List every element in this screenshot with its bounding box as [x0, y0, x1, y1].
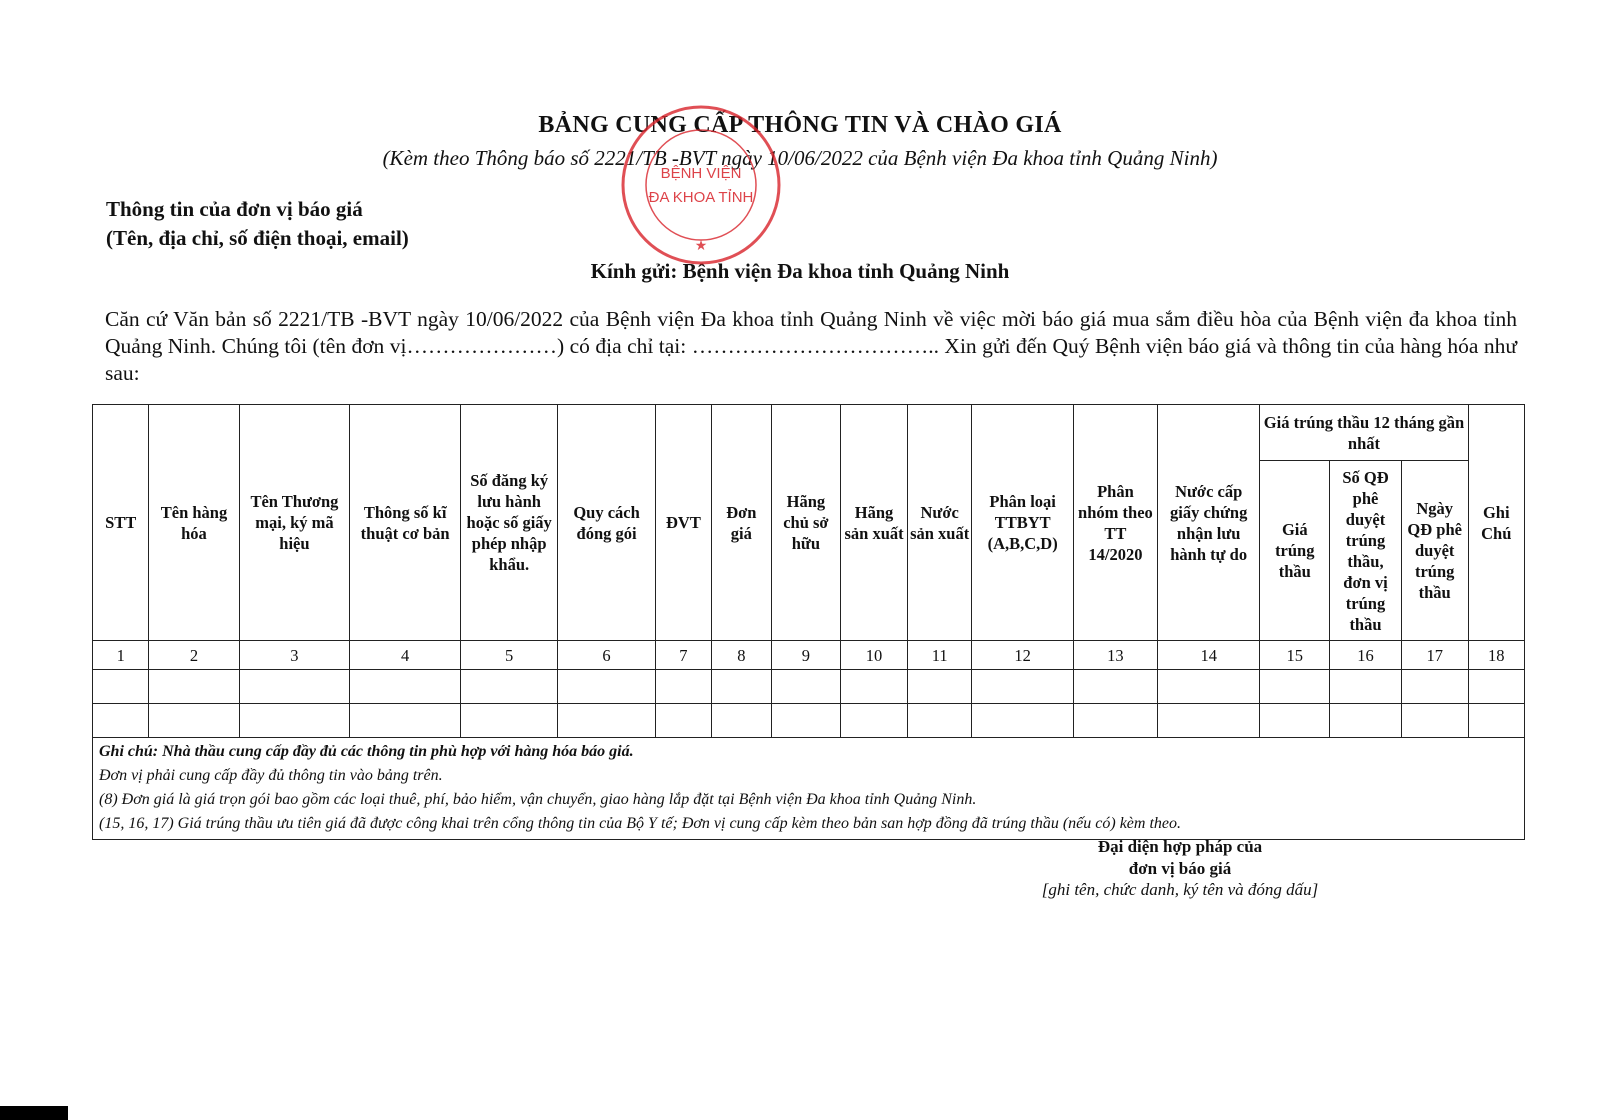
signature-line: Đại diện hợp pháp của [1097, 837, 1263, 856]
table-cell[interactable] [907, 670, 972, 704]
table-cell[interactable] [771, 704, 841, 738]
signature-instruction: [ghi tên, chức danh, ký tên và đóng dấu] [1041, 880, 1319, 899]
column-number: 15 [1260, 641, 1330, 670]
table-cell[interactable] [350, 704, 461, 738]
table-cell[interactable] [1401, 704, 1468, 738]
header-so-dang-ky: Số đăng ký lưu hành hoặc số giấy phép nhập khẩu. [460, 405, 557, 641]
column-number: 1 [93, 641, 149, 670]
table-cell[interactable] [1157, 704, 1260, 738]
column-number: 17 [1401, 641, 1468, 670]
column-number: 2 [149, 641, 239, 670]
note-line: Đơn vị phải cung cấp đầy đủ thông tin vào bảng trên. [99, 767, 443, 784]
column-number: 4 [350, 641, 461, 670]
notes-cell [93, 738, 1525, 840]
table-cell[interactable] [841, 704, 908, 738]
table-cell[interactable] [1468, 670, 1524, 704]
header-stt: STT [93, 405, 149, 641]
header-hang-chu-so-huu: Hãng chủ sở hữu [771, 405, 841, 641]
table-cell[interactable] [907, 704, 972, 738]
header-ghi-chu: Ghi Chú [1468, 405, 1524, 641]
table-row [93, 704, 1525, 738]
signature-block [1040, 836, 1320, 880]
header-ten-thuong-mai: Tên Thương mại, ký mã hiệu [239, 405, 350, 641]
table-cell[interactable] [239, 704, 350, 738]
column-number: 11 [907, 641, 972, 670]
recipient-line: Kính gửi: Bệnh viện Đa khoa tỉnh Quảng Ninh [590, 259, 1010, 283]
table-cell[interactable] [1330, 704, 1402, 738]
table-cell[interactable] [1073, 704, 1157, 738]
table-cell[interactable] [712, 704, 771, 738]
table-cell[interactable] [771, 670, 841, 704]
table-row [93, 670, 1525, 704]
document-title: BẢNG CUNG CẤP THÔNG TIN VÀ CHÀO GIÁ [538, 112, 1062, 138]
header-ten-hang-hoa: Tên hàng hóa [149, 405, 239, 641]
table-cell[interactable] [1073, 670, 1157, 704]
header-nuoc-cap-giay: Nước cấp giấy chứng nhận lưu hành tự do [1157, 405, 1260, 641]
table-cell[interactable] [558, 704, 655, 738]
column-number: 16 [1330, 641, 1402, 670]
header-thong-so: Thông số kĩ thuật cơ bản [350, 405, 461, 641]
scan-artifact-bar [0, 1106, 68, 1120]
header-quy-cach: Quy cách đóng gói [558, 405, 655, 641]
table-cell[interactable] [841, 670, 908, 704]
intro-paragraph: Căn cứ Văn bản số 2221/TB -BVT ngày 10/06/2022 của Bệnh viện Đa khoa tỉnh Quảng Ninh về việc mời báo giá mua sắm điều hòa của Bệnh viện đa khoa tỉnh Quảng Ninh. Chúng tôi (tên đơn vị…………………) có địa chỉ tại: …………………………….. Xin gửi đến Quý Bệnh viện báo giá và thông tin của hàng hóa như sau: [105, 307, 1517, 385]
column-number: 9 [771, 641, 841, 670]
header-phan-loai: Phân loại TTBYT (A,B,C,D) [972, 405, 1073, 641]
column-number: 5 [460, 641, 557, 670]
quote-table-wrap [92, 404, 1525, 840]
document-subtitle: (Kèm theo Thông báo số 2221/TB -BVT ngày 10/06/2022 của Bệnh viện Đa khoa tỉnh Quảng Ninh) [382, 146, 1218, 170]
header-dvt: ĐVT [655, 405, 711, 641]
table-cell[interactable] [972, 704, 1073, 738]
column-number: 7 [655, 641, 711, 670]
header-hang-san-xuat: Hãng sản xuất [841, 405, 908, 641]
stamp-text-line2: ĐA KHOA TỈNH [648, 189, 754, 206]
table-cell[interactable] [1157, 670, 1260, 704]
header-so-qd: Số QĐ phê duyệt trúng thầu, đơn vị trúng thầu [1330, 461, 1402, 641]
table-cell[interactable] [972, 670, 1073, 704]
note-line: (15, 16, 17) Giá trúng thầu ưu tiên giá đã được công khai trên cổng thông tin của Bộ Y tế; Đơn vị cung cấp kèm theo bản san hợp đồng đã trúng thầu (nếu có) kèm theo. [99, 815, 1182, 832]
column-number: 14 [1157, 641, 1260, 670]
bidder-info [106, 195, 409, 253]
table-cell[interactable] [149, 704, 239, 738]
column-number: 13 [1073, 641, 1157, 670]
table-cell[interactable] [149, 670, 239, 704]
table-cell[interactable] [460, 670, 557, 704]
table-cell[interactable] [1401, 670, 1468, 704]
table-cell[interactable] [655, 704, 711, 738]
notes-row [93, 738, 1525, 840]
header-gia-trung-thau-group: Giá trúng thầu 12 tháng gần nhất [1260, 405, 1468, 461]
table-cell[interactable] [239, 670, 350, 704]
header-nuoc-san-xuat: Nước sản xuất [907, 405, 972, 641]
table-cell[interactable] [1260, 704, 1330, 738]
column-number: 10 [841, 641, 908, 670]
table-cell[interactable] [93, 670, 149, 704]
column-number: 12 [972, 641, 1073, 670]
header-row-top [93, 405, 1525, 461]
column-number: 8 [712, 641, 771, 670]
table-cell[interactable] [93, 704, 149, 738]
quote-table [92, 404, 1525, 840]
column-number: 6 [558, 641, 655, 670]
header-gia-trung-thau: Giá trúng thầu [1260, 461, 1330, 641]
header-ngay-qd: Ngày QĐ phê duyệt trúng thầu [1401, 461, 1468, 641]
bidder-info-label: Thông tin của đơn vị báo giá [106, 197, 363, 221]
note-line: (8) Đơn giá là giá trọn gói bao gồm các loại thuê, phí, bảo hiểm, vận chuyển, giao hàng lắp đặt tại Bệnh viện Đa khoa tỉnh Quảng Ninh. [99, 791, 977, 808]
table-cell[interactable] [712, 670, 771, 704]
table-cell[interactable] [1330, 670, 1402, 704]
column-number: 18 [1468, 641, 1524, 670]
svg-text:★: ★ [694, 239, 708, 254]
table-cell[interactable] [558, 670, 655, 704]
notes-heading: Ghi chú: Nhà thầu cung cấp đầy đủ các thông tin phù hợp với hàng hóa báo giá. [99, 743, 634, 760]
table-cell[interactable] [350, 670, 461, 704]
header-don-gia: Đơn giá [712, 405, 771, 641]
table-cell[interactable] [1468, 704, 1524, 738]
column-number: 3 [239, 641, 350, 670]
table-cell[interactable] [655, 670, 711, 704]
bidder-info-hint: (Tên, địa chỉ, số điện thoại, email) [106, 226, 409, 250]
signature-line: đơn vị báo giá [1128, 859, 1232, 878]
table-cell[interactable] [1260, 670, 1330, 704]
table-cell[interactable] [460, 704, 557, 738]
header-phan-nhom: Phân nhóm theo TT 14/2020 [1073, 405, 1157, 641]
column-number-row [93, 641, 1525, 670]
stamp-text-line1: BỆNH VIỆN [660, 165, 742, 182]
